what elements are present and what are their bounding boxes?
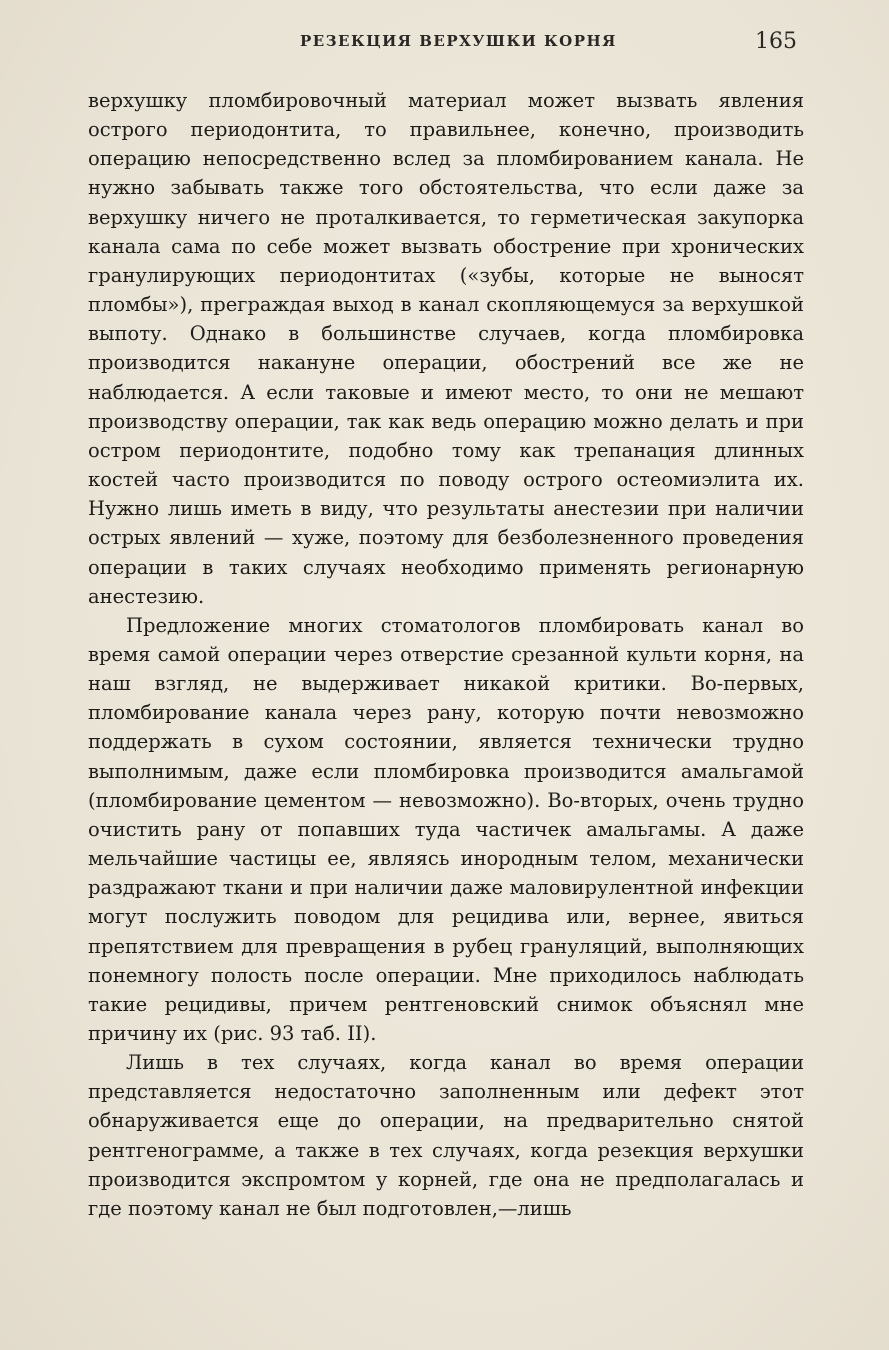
page-number: 165 [755, 29, 797, 54]
running-head-title: РЕЗЕКЦИЯ ВЕРХУШКИ КОРНЯ [300, 32, 617, 50]
paragraph: Лишь в тех случаях, когда канал во время операции представляется недостаточно заполненным или дефект этот обнаруживается еще до операции, на предварительно снятой рентгенограмме, а также в тех случаях, когда резекция верхушки производится экспромтом у корней, где она не предполагалась и где поэтому канал не был подготовлен,—лишь [88, 1051, 804, 1220]
body-text [88, 86, 804, 1223]
paragraph-continued: верхушку пломбировочный материал может вызвать явления острого периодонтита, то правильнее, конечно, производить операцию непосредственно вслед за пломбированием канала. Не нужно забывать также того обстоятельства, что если даже за верхушку ничего не проталкивается, то герметическая закупорка канала сама по себе может вызвать обострение при хронических гранулирующих периодонтитах («зубы, которые не выносят пломбы»), преграждая выход в канал скопляющемуся за верхушкой выпоту. Однако в большинстве случаев, когда пломбировка производится накануне операции, обострений все же не наблюдается. А если таковые и имеют место, то они не мешают производству операции, так как ведь операцию можно делать и при остром периодонтите, подобно тому как трепанация длинных костей часто производится по поводу острого остеомиэлита их. Нужно лишь иметь в виду, что результаты анестезии при наличии острых явлений — хуже, поэтому для безболезненного проведения операции в таких случаях необходимо применять регионарную анестезию. [88, 89, 804, 608]
paragraph: Предложение многих стоматологов пломбировать канал во время самой операции через отверстие срезанной культи корня, на наш взгляд, не выдерживает никакой критики. Во-первых, пломбирование канала через рану, которую почти невозможно поддержать в сухом состоянии, является технически трудно выполнимым, даже если пломбировка производится амальгамой (пломбирование цементом — невозможно). Во-вторых, очень трудно очистить рану от попавших туда частичек амальгамы. А даже мельчайшие частицы ее, являясь инородным телом, механически раздражают ткани и при наличии даже маловирулентной инфекции могут послужить поводом для рецидива или, вернее, явиться препятствием для превращения в рубец грануляций, выполняющих понемногу полость после операции. Мне приходилось наблюдать такие рецидивы, причем рентгеновский снимок объяснял мне причину их (рис. 93 таб. II). [88, 613, 804, 1045]
